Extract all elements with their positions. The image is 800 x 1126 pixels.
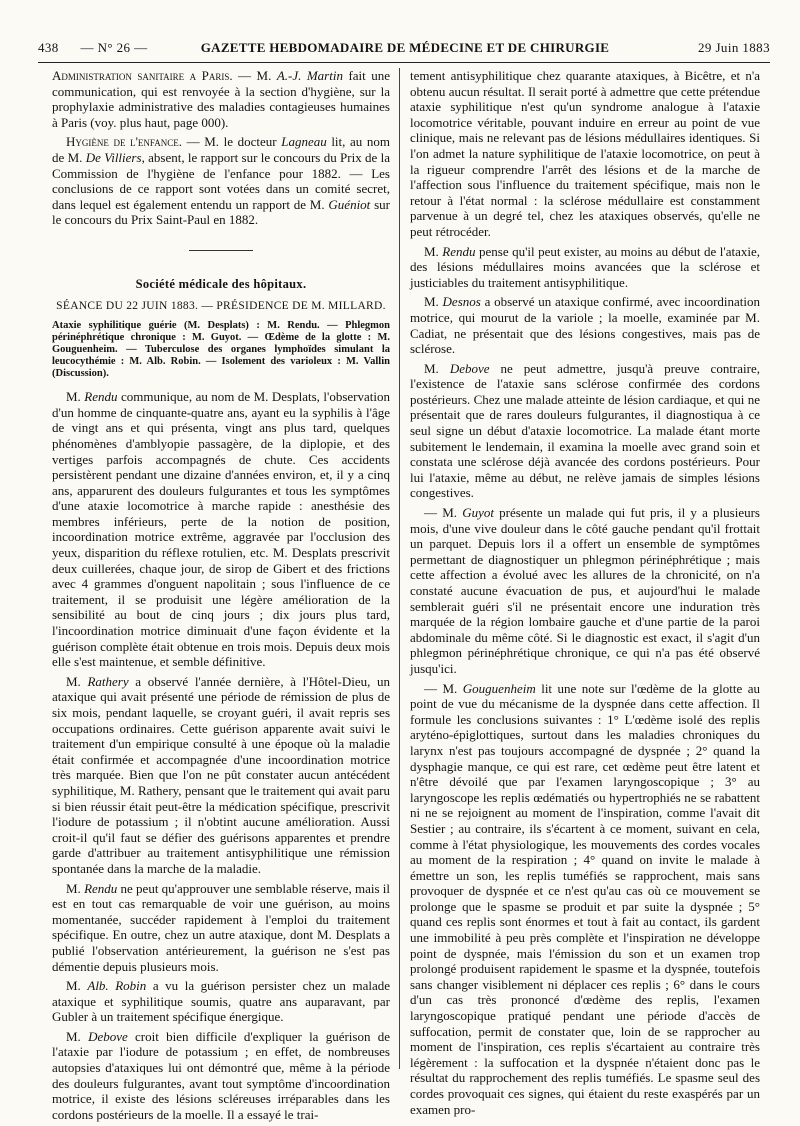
column-divider	[399, 68, 400, 1069]
session-summary: Ataxie syphilitique guérie (M. Desplats) : M. Rendu. — Phlegmon périnéphrétique chronique : M. Guyot. — Œdème de la glotte : M. Gouguenheim. — Tuberculose des organes lymphoïdes simulant la leucocythémie : M. Alb. Robin. — Isolement des varioleux : M. Vallin (Discussion).	[52, 320, 390, 380]
paragraph-robin: M. Alb. Robin a vu la guérison persister chez un malade ataxique et syphilitique soumis, quatre ans auparavant, par Gubler à un traitement spécifique énergique.	[52, 978, 391, 1025]
paragraph-rendu-reserve: M. Rendu ne peut qu'approuver une semblable réserve, mais il est en tout cas remarquable de voir une guérison, au moins momentanée, succéder rapidement à l'emploi du traitement spécifique. En outre, chez un autre ataxique, dont M. Desplats a publié l'observation antérieurement, la guérison ne s'est pas démentie depuis plusieurs mois.	[52, 880, 391, 974]
paragraph-rathery: M. Rathery a observé l'année dernière, à l'Hôtel-Dieu, un ataxique qui avait présenté une période de rémission de plus de six mois, pendant laquelle, se croyant guéri, il avait repris ses occupations ordinaires. Cette guérison apparente avait suivi le traitement d'un empirique consulté à une époque où la maladie était confirmée et accompagnée d'une incoordination motrice très marquée. Bien que l'on ne pût constater aucun antécédent syphilitique, M. Rathery, pensant que le traitement qui avait paru si bien réussir était peut-être la médication spécifique, prescrivit l'iodure de potassium ; il n'obtint aucune amélioration. Aussi croit-il qu'il faut se défier des guérisons apparentes et prendre garde d'attribuer au traitement antisyphilitique une rémission spontanée dans la marche de la maladie.	[52, 673, 391, 876]
issue-date: 29 Juin 1883	[698, 40, 770, 55]
paragraph-debove-sclerose: M. Debove ne peut admettre, jusqu'à preuve contraire, l'existence de l'ataxie sans sclérose confirmée des cordons postérieurs. Chez une malade atteinte de lésion cardiaque, et qui ne présentait que de rares douleurs fulgurantes, il diagnostiqua à ce seul signe un début d'ataxie locomotrice. La malade étant morte subitement le lendemain, il examina la moelle avec grand soin et constata une sclérose déjà avancée des cordons postérieurs. Pour lui l'ataxie, même au début, ne relève jamais de simples lésions congestives.	[410, 360, 760, 501]
paragraph-debove: M. Debove croit bien difficile d'expliquer la guérison de l'ataxie par l'iodure de potassium ; en effet, de nombreuses autopsies d'ataxiques lui ont démontré que, même à la période des douleurs fulgurantes, avant tout symptôme d'incoordination motrice, il existe des lésions scléreuses irréparables dans les cordons postérieurs de la moelle. Il a essayé le trai-	[52, 1028, 390, 1122]
seance-line: SÉANCE DU 22 JUIN 1883. — PRÉSIDENCE DE M. MILLARD.	[56, 299, 386, 312]
header-rule	[38, 62, 770, 63]
publication-title: GAZETTE HEBDOMADAIRE DE MÉDECINE ET DE CHIRURGIE	[200, 40, 610, 55]
left-column	[52, 68, 390, 1126]
running-header	[38, 40, 770, 56]
paragraph-rendu-communication: M. Rendu communique, au nom de M. Desplats, l'observation d'un homme de cinquante-quatre ans, ayant eu la syphilis à l'âge de vingt ans et qui présenta, vingt ans plus tard, quelques phénomènes d'amblyopie passagère, de la diplopie, et des vertiges parfois accompagnés de chute. Ces accidents persistèrent pendant une dizaine d'années environ, et, il y a cinq ans, apparurent des douleurs fulgurantes et tous les symptômes d'une ataxie locomotrice à marche rapide : anesthésie des membres inférieurs, perte de la notion de position, incoordination motrice extrême, aggravée par l'occlusion des yeux, disparition du réflexe rotulien, etc. M. Desplats prescrivit deux cuillerées, chaque jour, de sirop de Gibert et des frictions avec 4 grammes d'onguent napolitain ; sous l'influence de ce traitement, il se produisit une légère amélioration de la sensibilité au bout de cinq jours ; dix jours plus tard, l'incoordination motrice diminuait d'une façon évidente et la guérison complète était obtenue en trois mois. Depuis deux mois elle s'est maintenue, et semble définitive.	[52, 389, 390, 670]
section-title: Société médicale des hôpitaux.	[135, 276, 307, 291]
paragraph-hygiene-enfance: Hygiène de l'enfance. — M. le docteur Lagneau lit, au nom de M. De Villiers, absent, le rapport sur le concours du Prix de la Commission de l'hygiène de l'enfance pour 1882. — Les conclusions de ce rapport sont votées dans un comité secret, dans lequel est également entendu un rapport de M. Guéniot sur le concours du Prix Saint-Paul en 1882.	[52, 134, 391, 228]
paragraph-administration: Administration sanitaire a Paris. — M. A.-J. Martin fait une communication, qui est renvoyée à la section d'hygiène, sur la prophylaxie administrative des maladies contagieuses humaines à Paris (voy. plus haut, page 000).	[52, 68, 391, 130]
right-column	[410, 68, 760, 1121]
paragraph-rendu-lesions: M. Rendu pense qu'il peut exister, au moins au début de l'ataxie, des lésions médullaires moins avancées que la sclérose et justiciables du traitement antisyphilitique.	[410, 243, 760, 290]
page-number: 438	[38, 40, 59, 55]
section-divider	[189, 250, 253, 251]
paragraph-guyot: — M. Guyot présente un malade qui fut pris, il y a plusieurs mois, d'une vive douleur dans le côté gauche pendant qu'il frottait un parquet. Depuis lors il a offert un ensemble de symptômes permettant de diagnostiquer un phlegmon périnéphrétique ; mais cette affection a évolué avec les allures de la chronicité, on n'a constaté aucune évacuation de pus, et aujourd'hui le malade semblerait guéri s'il ne présentait encore une induration très marquée de la région lombaire gauche et d'une partie de la paroi abdominale du même côté. Si le diagnostic est exact, il s'agit d'un phlegmon périnéphrétique chronique, ce qui n'a pas été observé jusqu'ici.	[410, 505, 760, 676]
issue-number: — N° 26 —	[80, 40, 148, 55]
paragraph-desnos: M. Desnos a observé un ataxique confirmé, avec incoordination motrice, qui mourut de la variole ; la moelle, examinée par M. Cadiat, ne présentait que des lésions congestives, mais pas de sclérose.	[410, 294, 760, 357]
paragraph-debove-continued: tement antisyphilitique chez quarante ataxiques, à Bicêtre, et n'a obtenu aucun résultat. Il serait porté à admettre que cette prétendue ataxie syphilitique n'est qu'un syndrome analogue à l'ataxie locomotrice véritable, pouvant induire en erreur au point de vue clinique, mais ne relevant pas de lésions médullaires identiques. Si l'on admet la nature syphilitique de l'ataxie locomotrice, on peut à la rigueur comprendre l'arrêt des lésions et de la marche de l'affection sous l'influence du traitement spécifique, mais non le retour à l'état normal : la sclérose médullaire est constamment parvenue à un degré tel, chez les ataxiques observés, qu'elle ne peut rétrocéder.	[410, 68, 760, 239]
paragraph-gouguenheim: — M. Gouguenheim lit une note sur l'œdème de la glotte au point de vue du mécanisme de la dyspnée dans cette affection. Il formule les conclusions suivantes : 1° L'œdème isolé des replis aryténo-épiglottiques, surtout dans les maladies chroniques du larynx n'est pas toujours accompagné de dyspnée ; 2° quand la dysphagie manque, ce qui est rare, cet œdème peut être latent et n'être dévoilé que par l'examen laryngoscopique ; 3° au laryngoscope les replis œdématiés ou hypertrophiés ne se rabattent ni ne se rejoignent au moment de l'inspiration, comme l'avait dit Sestier ; au contraire, ils s'écartent à ce moment, suivant en cela, comme à l'état physiologique, les mouvements des cordes vocales au moment de la respiration ; 4° quand on invite le malade à émettre un son, les replis tuméfiés se rapprochent, mais sans provoquer de dyspnée et ce n'est qu'au cas où ce mouvement se prolonge que le spasme se produit et par suite la dyspnée ; 5° quand ces replis sont énormes et tout à fait au contact, ils gardent une immobilité à peu près complète et l'inspiration ne développe point de dyspnée, mais l'émission du son et un examen trop prolongé produisent rapidement le spasme et la dyspnée, toutefois sans changer visiblement ni déplacer ces replis ; 6° dans le cours d'un cas très prononcé d'œdème des replis, l'examen laryngoscopique pratiqué pendant une période d'accès de suffocation, permit de constater que, loin de se rapprocher au moment de l'inspiration, ces replis s'écartaient au contraire très légèrement : la suffocation et la dyspnée n'étaient donc pas le résultat du rapprochement des replis tuméfiés. Le spasme seul des cordes provoquait ces signes, qui étaient du reste exaspérés par un examen pro-	[410, 680, 760, 1117]
